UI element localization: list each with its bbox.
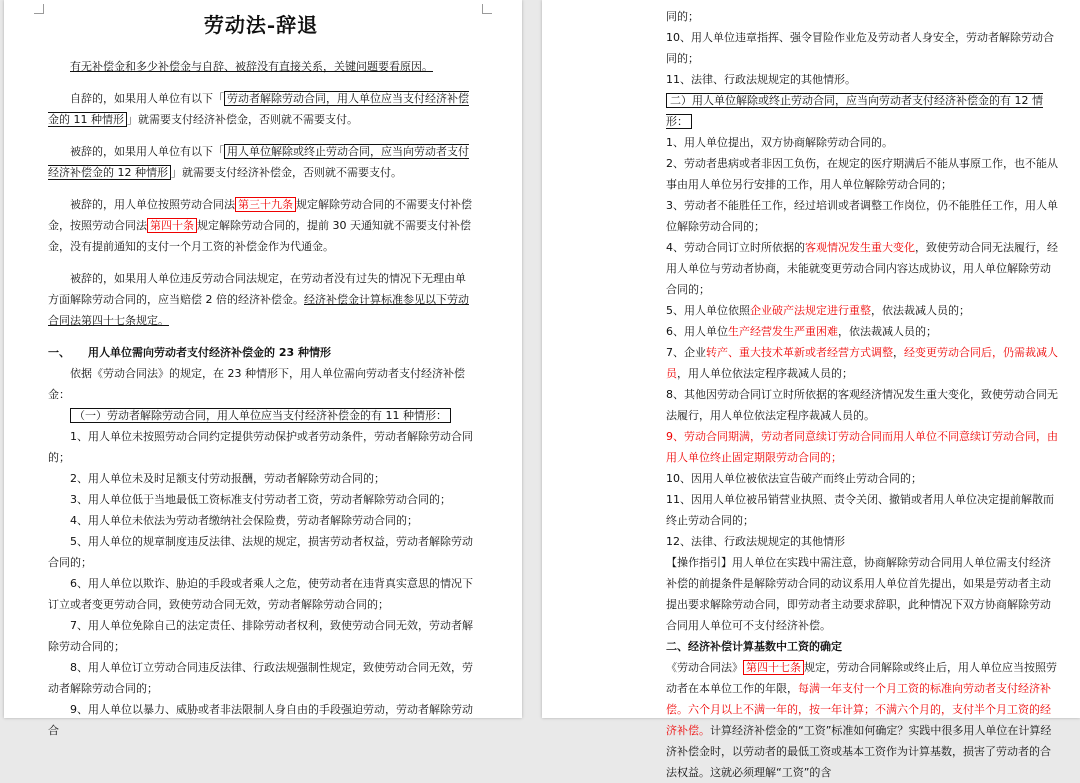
list-item: 3、劳动者不能胜任工作，经过培训或者调整工作岗位，仍不能胜任工作，用人单位解除劳动合同的； xyxy=(666,199,1058,233)
boxed-text: 用人单位解除或终止劳动合同，应当向劳动者支付经济补偿金的 12 种情形 xyxy=(48,145,469,179)
heading-text: 用人单位需向劳动者支付经济补偿金的 23 种情形 xyxy=(88,346,331,359)
text: 7、企业 xyxy=(666,346,706,359)
boxed-heading: 二）用人单位解除或终止劳动合同，应当向劳动者支付经济补偿金的有 12 情形： xyxy=(666,94,1043,128)
highlight-text: 客观情况发生重大变化 xyxy=(805,241,915,254)
section-heading-2: 二、经济补偿计算基数中工资的确定 xyxy=(666,640,842,653)
intro-paragraph: 有无补偿金和多少补偿金与自辞、被辞没有直接关系，关键问题要看原因。 xyxy=(70,60,433,73)
list-item: 4、用人单位未依法为劳动者缴纳社会保险费，劳动者解除劳动合同的； xyxy=(70,514,418,527)
text: 被辞的，如果用人单位有以下「 xyxy=(70,145,224,158)
crop-mark xyxy=(482,4,492,14)
list-item: 11、因用人单位被吊销营业执照、责令关闭、撤销或者用人单位决定提前解散而终止劳动合同的； xyxy=(666,493,1054,527)
article-47-paragraph xyxy=(666,657,1058,783)
text: 规定解除劳动合同的，提前 30 天通知就不需要支付补偿金，没有提前通知的支付一个月工资的补偿金作为代通金。 xyxy=(48,219,471,253)
list-item: 3、用人单位低于当地最低工资标准支付劳动者工资，劳动者解除劳动合同的； xyxy=(70,493,451,506)
list-item: 6、用人单位以欺诈、胁迫的手段或者乘人之危，使劳动者在违背真实意思的情况下订立或者变更劳动合同，致使劳动合同无效，劳动者解除劳动合同的； xyxy=(48,577,473,611)
text: ， xyxy=(893,346,904,359)
highlight-text: 经变更劳动合同后，仍需裁减人员 xyxy=(666,346,1058,380)
document-title: 劳动法-辞退 xyxy=(203,13,319,37)
subsection-heading-1 xyxy=(48,405,474,426)
text: 规定，劳动合同解除或终止后，用人单位应当按照劳动者在本单位工作的年限， xyxy=(666,661,1057,695)
text: 被辞的，用人单位按照劳动合同法 xyxy=(70,198,235,211)
article-40-ref: 第四十条 xyxy=(147,218,197,233)
text: 被辞的，如果用人单位违反劳动合同法规定，在劳动者没有过失的情况下无理由单方面解除劳动合同的，应当赔偿 2 倍的经济补偿金。 xyxy=(48,272,466,306)
list-item xyxy=(666,237,1058,300)
list-item: 5、用人单位的规章制度违反法律、法规的规定，损害劳动者权益，劳动者解除劳动合同的； xyxy=(48,535,473,569)
text: ，依法裁减人员的； xyxy=(838,325,937,338)
text: 4、劳动合同订立时所依据的 xyxy=(666,241,805,254)
page-content[interactable] xyxy=(666,6,1058,783)
highlight-text: 每满一年支付一个月工资的标准向劳动者支付经济补偿。六个月以上不满一年的，按一年计算；不满六个月的，支付半个月工资的经济补偿。 xyxy=(666,682,1051,737)
article-39-ref: 第三十九条 xyxy=(235,197,296,212)
subsection-heading-2 xyxy=(666,90,1058,132)
text: 规定解除劳动合同的不需要支付补偿金，按照劳动合同法 xyxy=(48,198,472,232)
document-page-left xyxy=(4,0,522,737)
heading-number: 一、 xyxy=(48,346,70,359)
page-content[interactable] xyxy=(48,8,474,741)
paragraph-article-39-40 xyxy=(48,194,474,257)
list-item: 8、用人单位订立劳动合同违反法律、行政法规强制性规定，致使劳动合同无效，劳动者解除劳动合同的； xyxy=(48,661,473,695)
text: 5、用人单位依照 xyxy=(666,304,750,317)
list-item: 2、劳动者患病或者非因工负伤，在规定的医疗期满后不能从事原工作，也不能从事由用人单位另行安排的工作，用人单位解除劳动合同的； xyxy=(666,157,1058,191)
list-item: 1、用人单位未按照劳动合同约定提供劳动保护或者劳动条件，劳动者解除劳动合同的； xyxy=(48,430,473,464)
list-item: 2、用人单位未及时足额支付劳动报酬，劳动者解除劳动合同的； xyxy=(70,472,385,485)
text-line: 11、法律、行政法规规定的其他情形。 xyxy=(666,73,856,86)
section-heading-1 xyxy=(48,342,474,363)
text: 」就需要支付经济补偿金，否则就不需要支付。 xyxy=(171,166,402,179)
highlight-text: 生产经营发生严重困难 xyxy=(728,325,838,338)
text: 自辞的，如果用人单位有以下「 xyxy=(70,92,224,105)
underlined-text: 经济补偿金计算标准参见以下劳动合同法第四十七条规定。 xyxy=(48,293,469,327)
boxed-heading: （一）劳动者解除劳动合同，用人单位应当支付经济补偿金的有 11 种情形： xyxy=(70,408,451,423)
operation-tip: 【操作指引】用人单位在实践中需注意，协商解除劳动合同用人单位需支付经济补偿的前提条件是解除劳动合同的动议系用人单位首先提出，如果是劳动者主动提出要求解除劳动合同，即劳动者主动要求辞职，此种情况下双方协商解除劳动合同用人单位可不支付经济补偿。 xyxy=(666,556,1051,632)
list-item: 10、因用人单位被依法宣告破产而终止劳动合同的； xyxy=(666,472,922,485)
list-item: 9、用人单位以暴力、威胁或者非法限制人身自由的手段强迫劳动，劳动者解除劳动合 xyxy=(48,703,473,737)
section-intro: 依据《劳动合同法》的规定，在 23 种情形下，用人单位需向劳动者支付经济补偿金： xyxy=(48,367,465,401)
list-item xyxy=(666,300,1058,321)
list-item: 1、用人单位提出，双方协商解除劳动合同的。 xyxy=(666,136,893,149)
list-item: 7、用人单位免除自己的法定责任、排除劳动者权利，致使劳动合同无效，劳动者解除劳动合同的； xyxy=(48,619,473,653)
text: 计算经济补偿金的“工资”标准如何确定？实践中很多用人单位在计算经济补偿金时，以劳动者的最低工资或基本工资作为计算基数，损害了劳动者的合法权益。这就必须理解“工资”的含 xyxy=(666,724,1052,779)
text: 」就需要支付经济补偿金，否则就不需要支付。 xyxy=(127,113,358,126)
text: 《劳动合同法》 xyxy=(666,661,743,674)
document-page-right xyxy=(542,0,1080,779)
article-47-ref: 第四十七条 xyxy=(743,660,804,675)
highlight-text: 企业破产法规定进行重整 xyxy=(750,304,871,317)
text: 6、用人单位 xyxy=(666,325,728,338)
paragraph-resign xyxy=(48,88,474,130)
boxed-text: 劳动者解除劳动合同，用人单位应当支付经济补偿金的 11 种情形 xyxy=(48,92,469,126)
paragraph-dismissed xyxy=(48,141,474,183)
list-item xyxy=(666,342,1058,384)
text-line: 同的； xyxy=(666,10,699,23)
text: ，致使劳动合同无法履行，经用人单位与劳动者协商，未能就变更劳动合同内容达成协议，用人单位解除劳动合同的； xyxy=(666,241,1058,296)
list-item: 9、劳动合同期满，劳动者同意续订劳动合同而用人单位不同意续订劳动合同，由用人单位终止固定期限劳动合同的； xyxy=(666,430,1058,464)
list-item xyxy=(666,321,1058,342)
text: ，用人单位依法定程序裁减人员的； xyxy=(677,367,853,380)
text-line: 10、用人单位违章指挥、强令冒险作业危及劳动者人身安全，劳动者解除劳动合同的； xyxy=(666,31,1054,65)
highlight-text: 转产、重大技术革新或者经营方式调整 xyxy=(706,346,893,359)
list-item: 8、其他因劳动合同订立时所依据的客观经济情况发生重大变化，致使劳动合同无法履行，用人单位依法定程序裁减人员的。 xyxy=(666,388,1058,422)
crop-mark xyxy=(34,4,44,14)
list-item: 12、法律、行政法规规定的其他情形 xyxy=(666,535,845,548)
paragraph-double-compensation xyxy=(48,268,474,331)
text: ，依法裁减人员的； xyxy=(871,304,970,317)
